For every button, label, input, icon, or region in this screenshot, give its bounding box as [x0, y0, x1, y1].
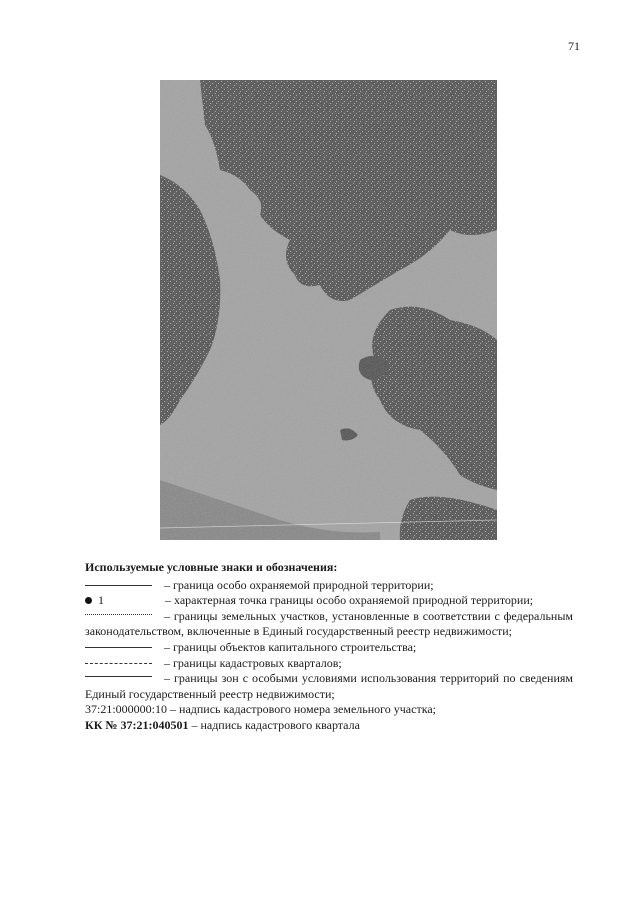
legend-item-ootp-boundary [85, 578, 573, 594]
legend-item-desc: – граница особо охраняемой природной территории; [164, 577, 434, 592]
solid-line-symbol [85, 585, 152, 586]
cadastral-number-desc: – надпись кадастрового номера земельного участка; [167, 702, 437, 717]
point-symbol [85, 593, 165, 609]
solid-line-symbol [85, 647, 152, 648]
cadastral-number-label: 37:21:000000:10 [85, 702, 168, 717]
cadastral-quarter-label: КК № 37:21:040501 [85, 717, 189, 732]
dash-dot-line-symbol [85, 663, 152, 664]
legend-item-desc: – характерная точка границы особо охраняемой природной территории; [165, 593, 534, 608]
cadastral-quarter-desc: – надпись кадастрового квартала [188, 717, 360, 732]
legend-title: Используемые условные знаки и обозначения: [85, 560, 338, 574]
solid-line-symbol [85, 676, 152, 677]
dot-icon [85, 597, 92, 604]
point-label: 1 [98, 593, 104, 608]
dotted-line-symbol [85, 614, 152, 615]
legend-item-characteristic-point [85, 593, 573, 609]
legend-item-desc: – границы кадастровых кварталов; [164, 655, 342, 670]
legend-item-special-zones [85, 671, 573, 702]
legend-item-desc: – границы объектов капитального строительства; [164, 639, 417, 654]
legend-item-cadastral-quarters [85, 656, 573, 672]
satellite-map-image [160, 80, 497, 540]
legend-item-land-plots [85, 609, 573, 640]
legend-item-desc: – границы зон с особыми условиями использования территорий по сведениям Единый государственный реестр недвижимости; [85, 671, 573, 701]
legend-item-capital-construction [85, 640, 573, 656]
page-number: 71 [568, 39, 580, 53]
legend-item-cadastral-number [85, 702, 573, 718]
legend-item-cadastral-quarter [85, 718, 573, 734]
legend [85, 560, 573, 734]
legend-item-desc: – границы земельных участков, установленные в соответствии с федеральным законодательством, включенные в Единый государственный реестр недвижимости; [85, 608, 573, 639]
